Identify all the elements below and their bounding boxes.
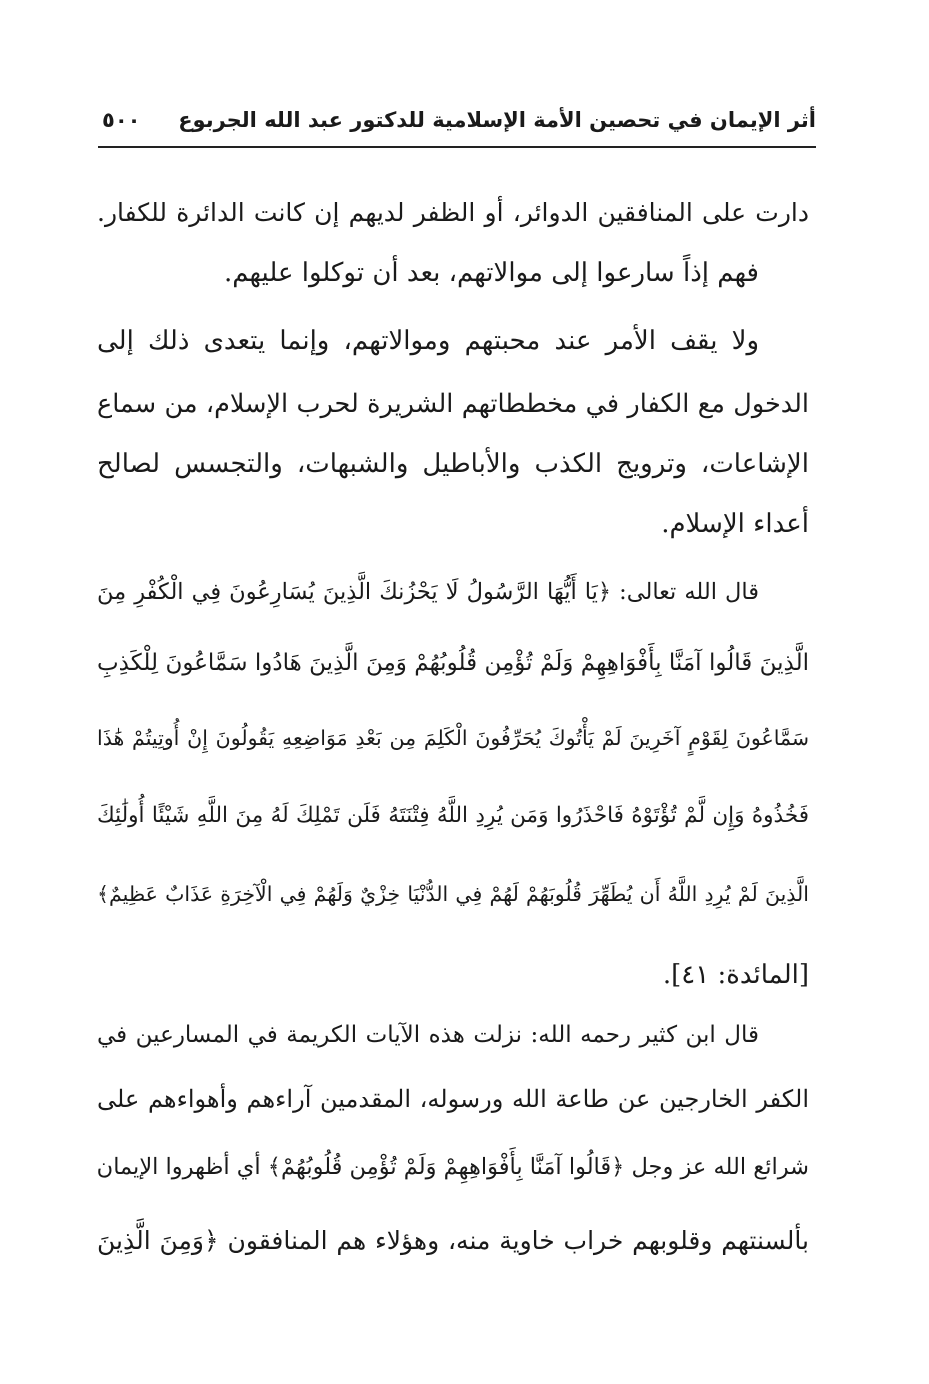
page-header — [98, 100, 816, 148]
quran-line: فَخُذُوهُ وَإِن لَّمْ تُؤْتَوْهُ فَاحْذَرُوا وَمَن يُرِدِ اللَّهُ فِتْنَتَهُ فَلَن تَمْلِكَ لَهُ مِنَ اللَّهِ شَيْئًا أُولَٰئِكَ — [97, 803, 809, 828]
running-title: أثر الإيمان في تحصين الأمة الإسلامية للدكتور عبد الله الجربوع — [178, 108, 816, 132]
verse-reference: [المائدة: ٤١]. — [662, 960, 809, 990]
quran-line: الَّذِينَ لَمْ يُرِدِ اللَّهُ أَن يُطَهِّرَ قُلُوبَهُمْ لَهُمْ فِي الدُّنْيَا خِزْيٌ وَلَهُمْ فِي الْآخِرَةِ عَذَابٌ عَظِيمٌ﴾ — [97, 882, 809, 906]
text-line: الدخول مع الكفار في مخططاتهم الشريرة لحرب الإسلام، من سماع — [97, 389, 809, 419]
text-line: الكفر الخارجين عن طاعة الله ورسوله، المقدمين آراءهم وأهواءهم على — [97, 1085, 809, 1113]
quran-line: قال الله تعالى: ﴿يَا أَيُّهَا الرَّسُولُ لَا يَحْزُنكَ الَّذِينَ يُسَارِعُونَ فِي الْكُفْرِ مِنَ — [97, 579, 759, 605]
quran-line: الَّذِينَ قَالُوا آمَنَّا بِأَفْوَاهِهِمْ وَلَمْ تُؤْمِن قُلُوبُهُمْ وَمِنَ الَّذِينَ هَادُوا سَمَّاعُونَ لِلْكَذِبِ — [97, 650, 809, 676]
text-line: شرائع الله عز وجل ﴿قَالُوا آمَنَّا بِأَفْوَاهِهِمْ وَلَمْ تُؤْمِن قُلُوبُهُمْ﴾ أي أظهروا الإيمان — [96, 1154, 809, 1180]
page-number: ٥٠٠ — [102, 108, 141, 132]
text-line: قال ابن كثير رحمه الله: نزلت هذه الآيات الكريمة في المسارعين في — [97, 1022, 759, 1048]
text-line: فهم إذاً سارعوا إلى موالاتهم، بعد أن توكلوا عليهم. — [223, 258, 759, 288]
text-line: أعداء الإسلام. — [661, 509, 809, 539]
quran-line: سَمَّاعُونَ لِقَوْمٍ آخَرِينَ لَمْ يَأْتُوكَ يُحَرِّفُونَ الْكَلِمَ مِن بَعْدِ مَوَاضِعِهِ يَقُولُونَ إِنْ أُوتِيتُمْ هَٰذَا — [97, 726, 809, 750]
text-line: الإشاعات، وترويج الكذب والأباطيل والشبهات، والتجسس لصالح — [97, 449, 809, 479]
text-line: بألسنتهم وقلوبهم خراب خاوية منه، وهؤلاء هم المنافقون ﴿وَمِنَ الَّذِينَ — [97, 1226, 809, 1255]
text-line: دارت على المنافقين الدوائر، أو الظفر لديهم إن كانت الدائرة للكفار. — [97, 198, 809, 227]
text-line: ولا يقف الأمر عند محبتهم وموالاتهم، وإنما يتعدى ذلك إلى — [97, 326, 759, 356]
